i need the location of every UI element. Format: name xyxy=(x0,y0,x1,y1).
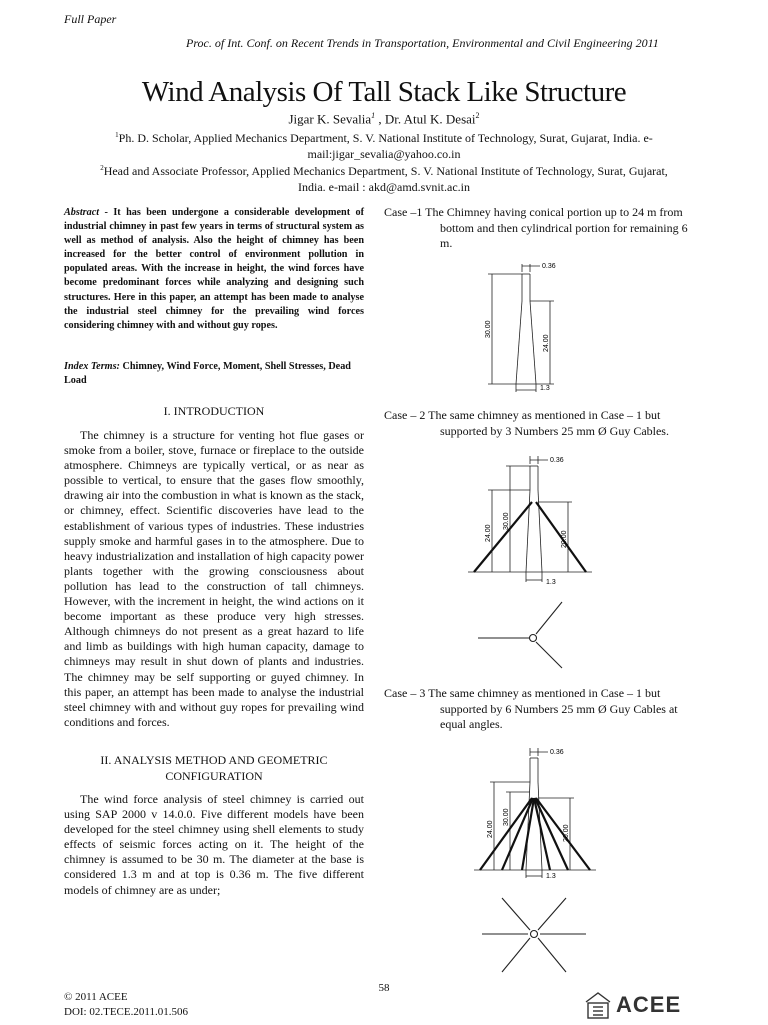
copyright: © 2011 ACEE xyxy=(64,991,128,1003)
case-1-base-dia-label: 1.3 xyxy=(540,385,550,392)
case-1-top-dia-label: 0.36 xyxy=(542,263,556,270)
case-3-text: Case – 3 The same chimney as mentioned in Case – 1 but supported by 6 Numbers 25 mm Ø Guy Cables at equal angles. xyxy=(384,686,678,731)
case-3-guy-plan-figure xyxy=(474,894,594,976)
journal-section-label: Full Paper xyxy=(64,12,117,26)
paper-title: Wind Analysis Of Tall Stack Like Structure xyxy=(141,76,627,108)
doi: DOI: 02.TECE.2011.01.506 xyxy=(64,1006,188,1018)
index-terms-label: Index Terms: xyxy=(64,361,120,372)
case-1-h30-label: 30.00 xyxy=(485,320,492,338)
case-3-chimney-figure xyxy=(466,742,606,882)
method-paragraph: The wind force analysis of steel chimney is carried out using SAP 2000 v 14.0.0. Five different models have been developed for the steel chimney using shell elements to study effects of seismic forces acting on it. The height of the chimney is assumed to be 30 m. The diameter at the base is considered 1.3 m and at top is 0.36 m. The five different models of chimney are as under; xyxy=(64,792,364,897)
page-number: 58 xyxy=(378,982,390,994)
acee-logo-text: ACEE xyxy=(616,992,682,1017)
author-2-sup: 2 xyxy=(475,111,480,120)
author-2: , Dr. Atul K. Desai xyxy=(375,111,476,127)
case-2-text: Case – 2 The same chimney as mentioned in Case – 1 but supported by 3 Numbers 25 mm Ø Guy Cables. xyxy=(384,408,669,438)
intro-paragraph: The chimney is a structure for venting hot flue gases or smoke from a boiler, stove, furnace or fireplace to the outside atmosphere. Chimneys are typically vertical, or as near as possible to vertical, to ensure that the gases flow smoothly, drawing air into the combustion in what is known as the stack, or chimney, effect. Scientific discoveries have lead to the establishment of various types of industries. These industries supply smoke and harmful gases in to the atmosphere. Due to heavy industrialization and installation of high capacity power plants together with the growing consciousness about pollution has lead to the construction of tall chimneys. However, with the increment in height, the wind actions on it become important as these produce very high stresses. Although chimneys do not present as a great hazard to life and limb as buildings with high human capacity, damage to chimneys may result in shut down of plants and industries. The chimney may be self supporting or guyed chimney. In this paper, an attempt has been made to analyse the industrial steel chimney with and without guy ropes for prevailing wind conditions and forces. xyxy=(64,428,364,729)
case-3-h24-label: 24.00 xyxy=(487,820,494,838)
case-1-h24-label: 24.00 xyxy=(543,334,550,352)
case-1-chimney-figure xyxy=(470,256,600,396)
acee-logo xyxy=(582,990,686,1020)
affiliation-1: $^1$Ph. D. Scholar, Applied Mechanics Department, S. V. National Institute of Technology, Surat, Gujarat, India. e- mail:jigar_sevalia@yahoo.co.in xyxy=(115,131,653,161)
case-3-base-dia-label: 1.3 xyxy=(546,873,556,880)
authors xyxy=(0,111,768,127)
case-3-h20-label: 20.00 xyxy=(563,824,570,842)
case-2-chimney-figure xyxy=(462,450,602,586)
case-2-h30-label: 30.00 xyxy=(503,512,510,530)
affiliation-2: $^2$Head and Associate Professor, Applied Mechanics Department, S. V. National Institute of Technology, Surat, Gujarat, India. e-mail : akd@amd.svnit.ac.in xyxy=(100,164,668,194)
case-3-h30-label: 30.00 xyxy=(503,808,510,826)
case-3-top-dia-label: 0.36 xyxy=(550,749,564,756)
abstract xyxy=(64,206,364,333)
index-terms-text: Chimney, Wind Force, Moment, Shell Stresses, Dead Load xyxy=(64,361,351,387)
intro-heading: I. INTRODUCTION xyxy=(163,404,265,418)
author-1: Jigar K. Sevalia xyxy=(288,111,372,127)
footer-info xyxy=(64,990,188,1020)
case-2-h24-label: 24.00 xyxy=(485,524,492,542)
case-2-base-dia-label: 1.3 xyxy=(546,579,556,586)
case-1-text: Case –1 The Chimney having conical portion up to 24 m from bottom and then cylindrical portion for remaining 6 m. xyxy=(384,205,688,250)
method-heading: II. ANALYSIS METHOD AND GEOMETRIC CONFIGURATION xyxy=(100,753,328,783)
case-2-guy-plan-figure xyxy=(470,596,610,672)
index-terms xyxy=(64,360,364,388)
case-2-top-dia-label: 0.36 xyxy=(550,457,564,464)
author-1-sup: 1 xyxy=(371,111,376,120)
conference-header: Proc. of Int. Conf. on Recent Trends in Transportation, Environmental and Civil Engineering 2011 xyxy=(186,36,659,50)
abstract-text: - It has been undergone a considerable development of industrial chimney in past few years in terms of structural system as well as method of analysis. Also the height of chimney has been increased for the better control of environment pollution in populated areas. With the increase in height, the wind forces have become predominant forces while analyzing and designing such structures. Here in this paper, an attempt has been made to analyse the industrial steel chimney for the prevailing wind forces considering chimney with and without guy ropes. xyxy=(64,207,364,331)
case-2-h20-label: 20.00 xyxy=(561,530,568,548)
abstract-label: Abstract xyxy=(64,207,100,218)
